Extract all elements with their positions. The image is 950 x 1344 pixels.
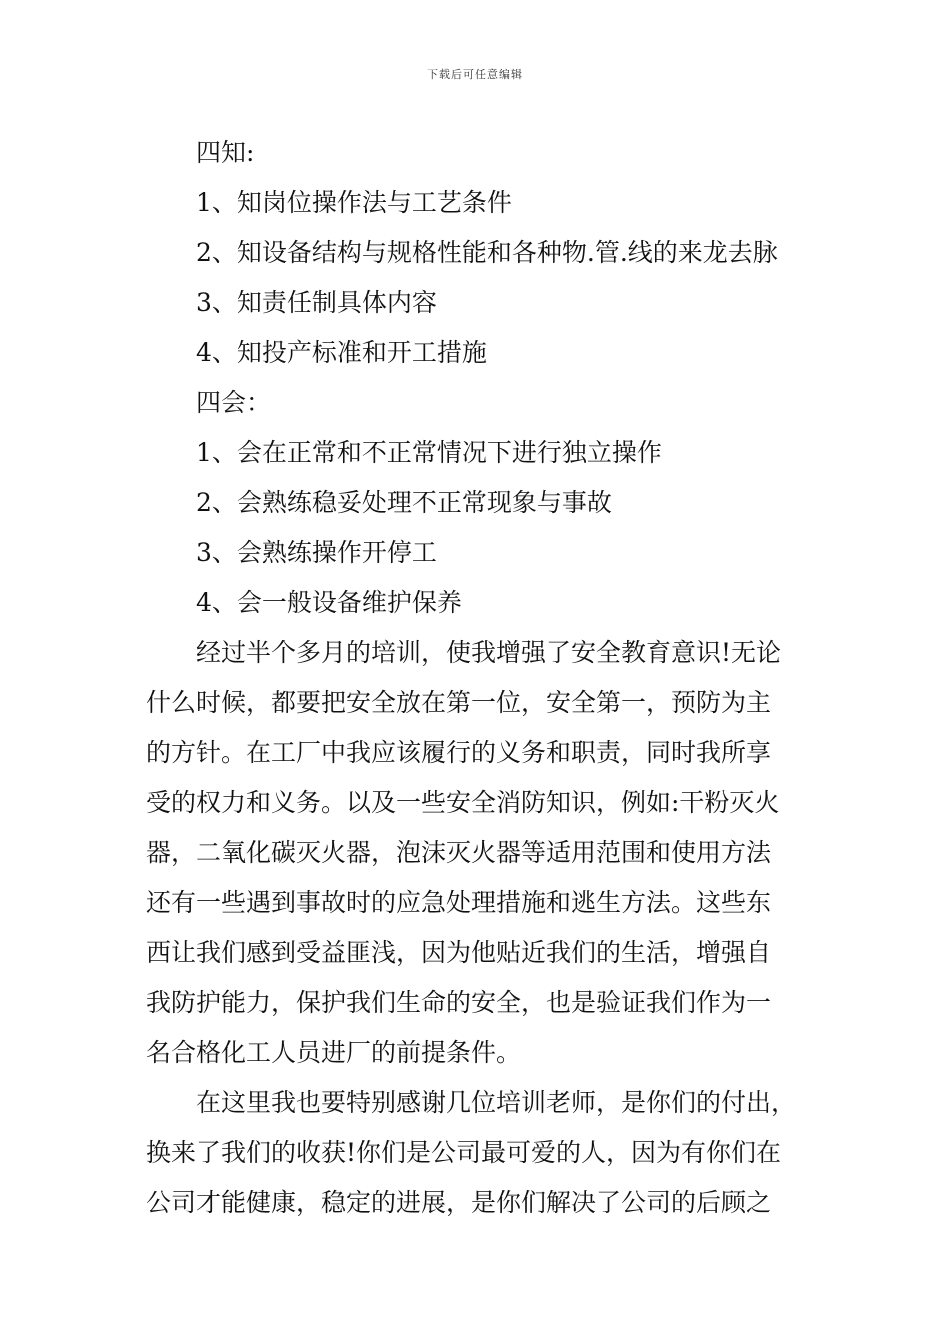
paragraph-line: 西让我们感到受益匪浅，因为他贴近我们的生活，增强自 [146,938,772,967]
section-heading-four-know: 四知: [196,138,255,167]
paragraph-line: 什么时候，都要把安全放在第一位，安全第一，预防为主 [146,688,772,717]
paragraph-line: 我防护能力，保护我们生命的安全，也是验证我们作为一 [146,988,772,1017]
section-heading-four-can: 四会： [196,388,272,417]
page-header: 下载后可任意编辑 [427,68,523,81]
paragraph-line: 还有一些遇到事故时的应急处理措施和逃生方法。这些东 [146,888,772,917]
paragraph-line: 名合格化工人员进厂的前提条件。 [146,1038,522,1067]
paragraph-line: 经过半个多月的培训，使我增强了安全教育意识!无论 [196,638,782,667]
list-item: 1、会在正常和不正常情况下进行独立操作 [196,438,662,467]
list-item: 4、会一般设备维护保养 [196,588,462,617]
list-item: 1、知岗位操作法与工艺条件 [196,188,512,217]
paragraph-line: 受的权力和义务。以及一些安全消防知识，例如:干粉灭火 [146,788,780,817]
list-item: 3、会熟练操作开停工 [196,538,437,567]
paragraph-line: 器，二氧化碳灭火器，泡沫灭火器等适用范围和使用方法 [146,838,772,867]
list-item: 4、知投产标准和开工措施 [196,338,487,367]
document-body [146,128,816,1228]
paragraph-line: 公司才能健康，稳定的进展，是你们解决了公司的后顾之 [146,1188,772,1217]
list-item: 2、知设备结构与规格性能和各种物.管.线的来龙去脉 [196,238,778,267]
paragraph-line: 的方针。在工厂中我应该履行的义务和职责，同时我所享 [146,738,772,767]
paragraph-line: 换来了我们的收获!你们是公司最可爱的人，因为有你们在 [146,1138,782,1167]
list-item: 2、会熟练稳妥处理不正常现象与事故 [196,488,612,517]
paragraph-line: 在这里我也要特别感谢几位培训老师，是你们的付出， [196,1088,797,1117]
list-item: 3、知责任制具体内容 [196,288,437,317]
